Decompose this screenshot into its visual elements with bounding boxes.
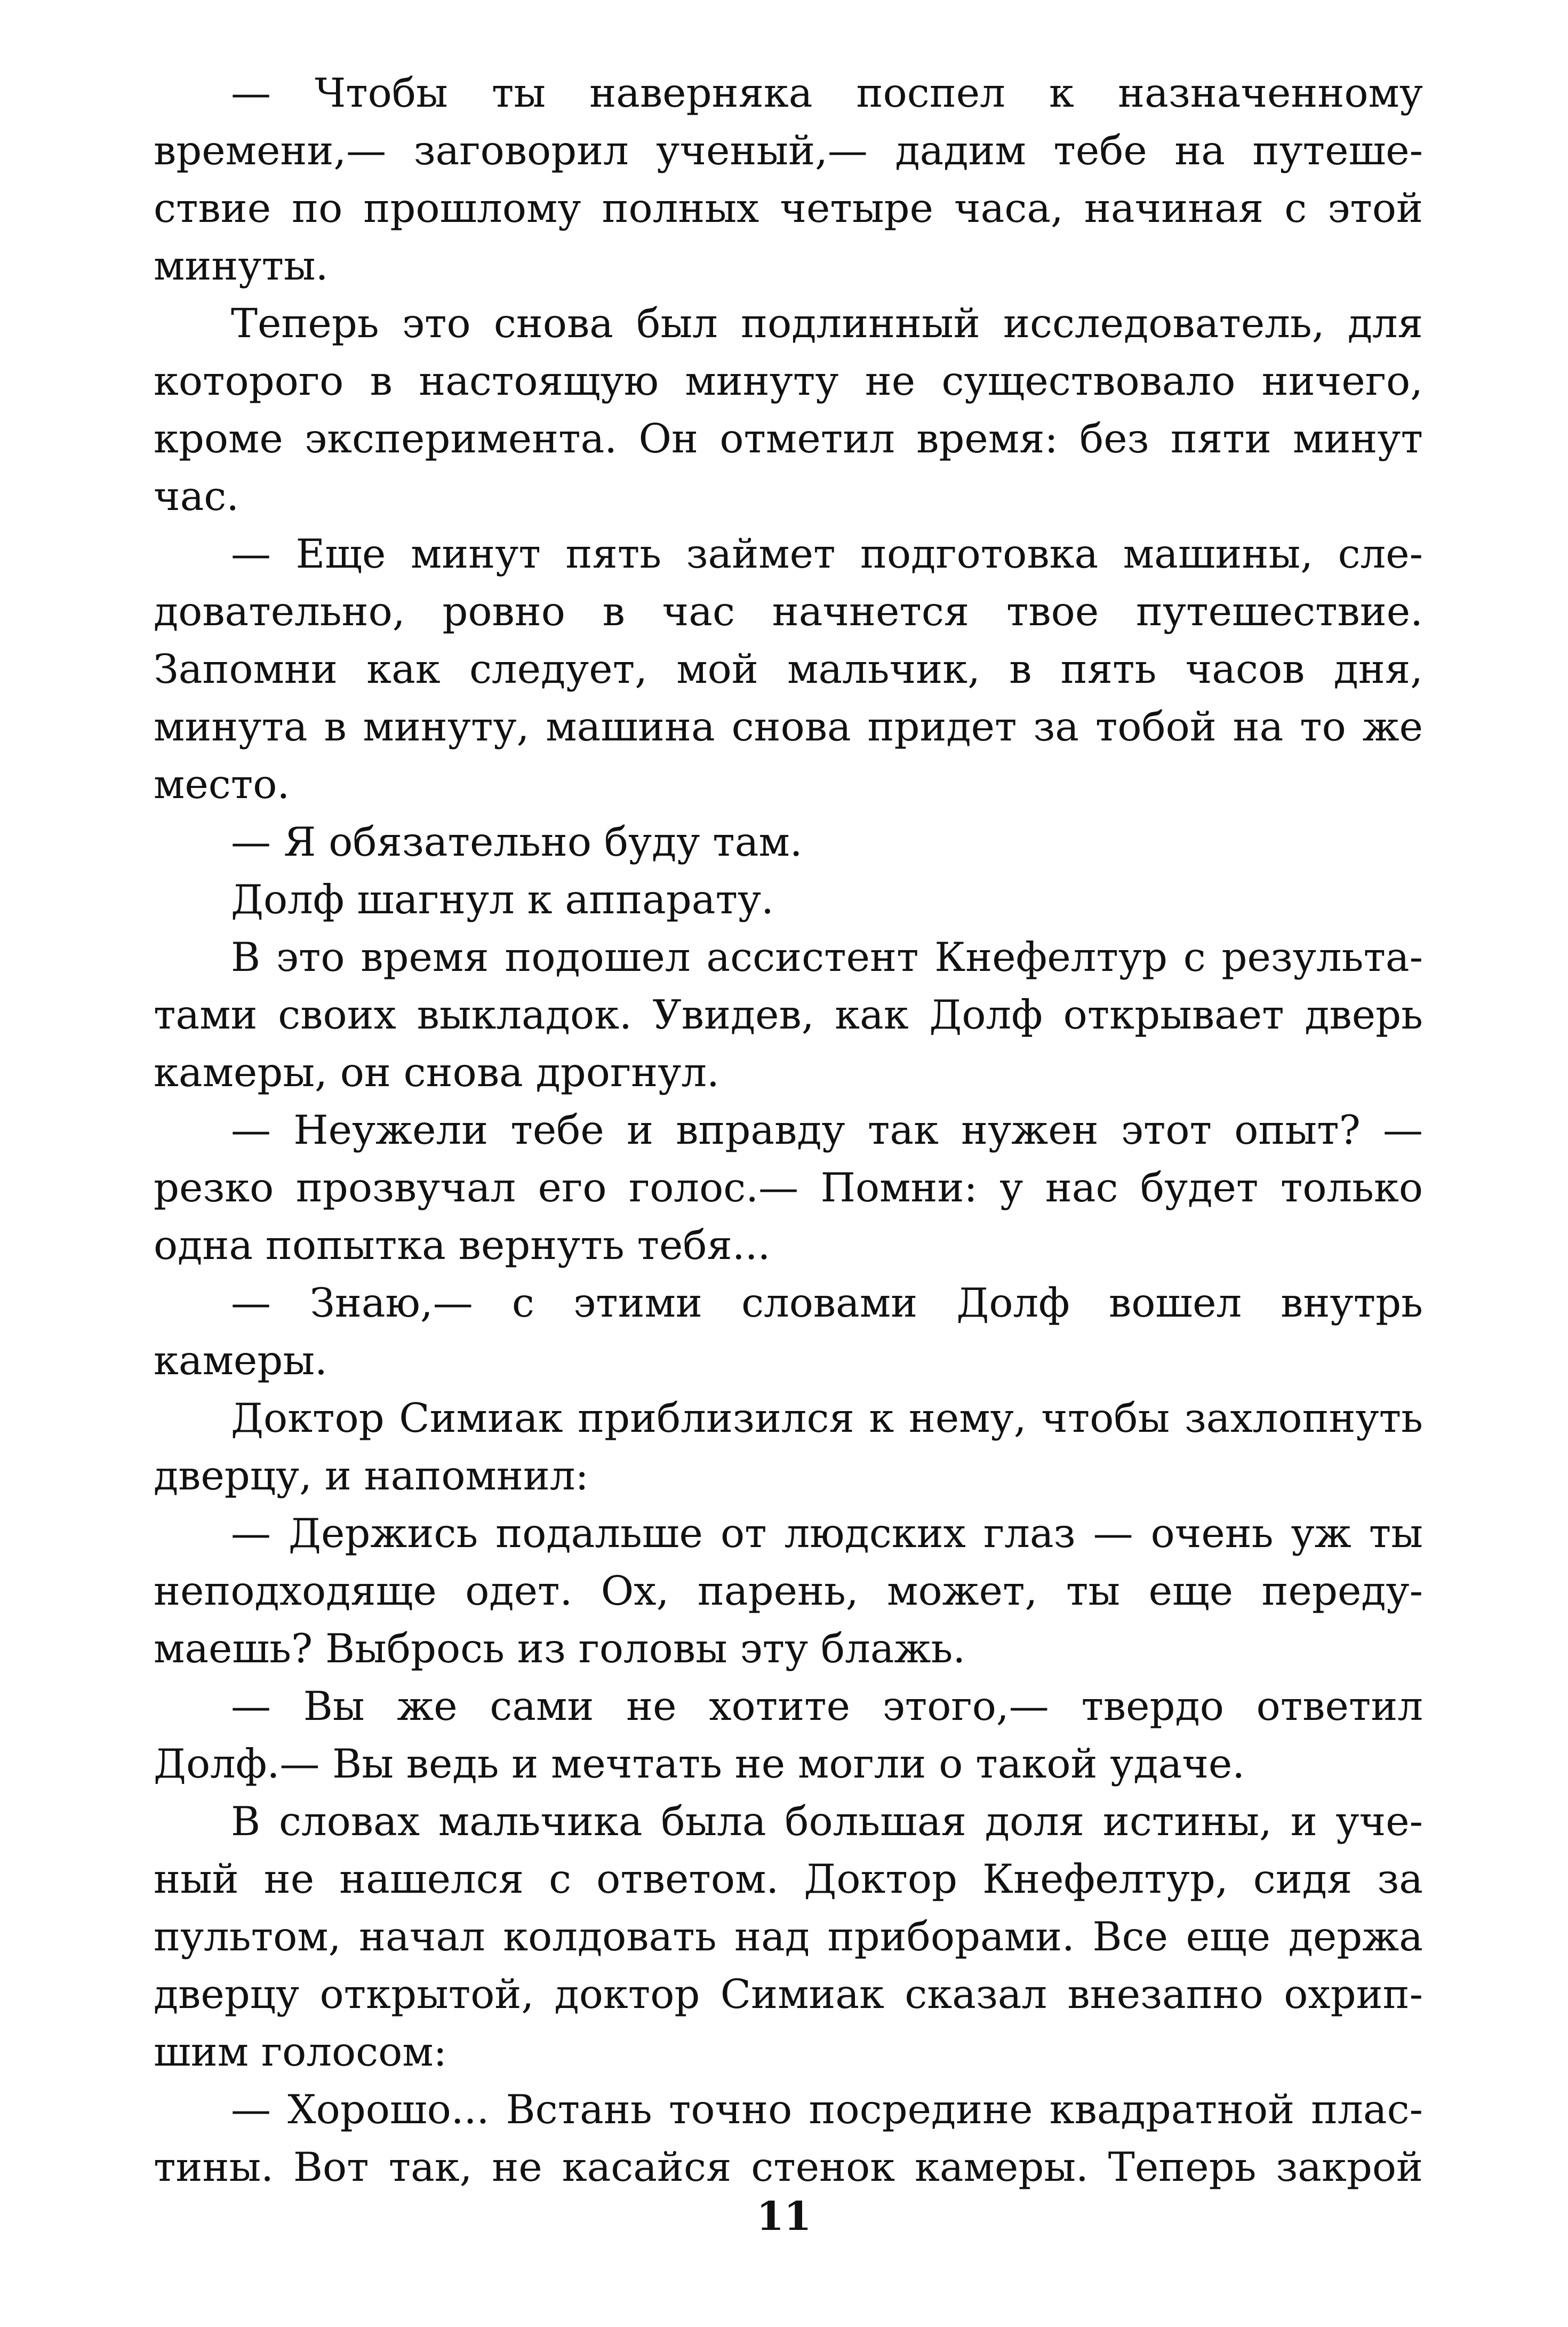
text-line: ный не нашелся с ответом. Доктор Кнефелтур, сидя за	[154, 1855, 1423, 1902]
text-line: — Знаю,— с этими словами Долф вошел внутрь	[231, 1279, 1423, 1326]
text-line: одна попытка вернуть тебя...	[154, 1222, 771, 1269]
text-line: камеры.	[154, 1337, 327, 1384]
text-line: Доктор Симиак приблизился к нему, чтобы захлопнуть	[231, 1394, 1423, 1441]
text-line: пультом, начал колдовать над приборами. Все еще держа	[154, 1913, 1423, 1960]
text-line: которого в настоящую минуту не существовало ничего,	[154, 357, 1423, 404]
text-line: — Чтобы ты наверняка поспел к назначенному	[231, 69, 1423, 116]
text-line: тами своих выкладок. Увидев, как Долф открывает дверь	[154, 991, 1423, 1038]
text-line: кроме эксперимента. Он отметил время: без пяти минут	[154, 415, 1423, 462]
text-line: дверцу, и напомнил:	[154, 1452, 589, 1499]
text-line: времени,— заговорил ученый,— дадим тебе на путеше-	[154, 127, 1423, 174]
text-line: — Вы же сами не хотите этого,— твердо ответил	[231, 1683, 1423, 1730]
text-line: час.	[154, 473, 239, 520]
text-line: ствие по прошлому полных четыре часа, начиная с этой	[154, 185, 1423, 232]
text-line: — Держись подальше от людских глаз — очень уж ты	[231, 1510, 1423, 1557]
text-line: неподходяще одет. Ох, парень, может, ты еще переду-	[154, 1567, 1423, 1614]
text-line: — Я обязательно буду там.	[231, 818, 803, 865]
text-line: В это время подошел ассистент Кнефелтур с результа-	[231, 934, 1423, 981]
text-line: Теперь это снова был подлинный исследователь, для	[231, 300, 1423, 347]
text-line: В словах мальчика была большая доля истины, и уче-	[231, 1798, 1423, 1845]
page-number: 11	[756, 2194, 812, 2240]
text-line: тины. Вот так, не касайся стенок камеры. Теперь закрой	[154, 2143, 1423, 2190]
page-text-block	[154, 64, 1423, 2196]
text-line: — Неужели тебе и вправду так нужен этот опыт? —	[231, 1106, 1423, 1153]
text-line: шим голосом:	[154, 2028, 447, 2075]
text-line: довательно, ровно в час начнется твое путешествие.	[154, 588, 1423, 635]
text-line: резко прозвучал его голос.— Помни: у нас будет только	[154, 1164, 1423, 1211]
text-line: — Еще минут пять займет подготовка машины, сле-	[231, 530, 1423, 577]
text-line: минута в минуту, машина снова придет за тобой на то же	[154, 703, 1423, 750]
text-line: место.	[154, 761, 290, 808]
text-line: маешь? Выбрось из головы эту блажь.	[154, 1625, 966, 1672]
text-line: камеры, он снова дрогнул.	[154, 1049, 719, 1096]
text-line: Долф.— Вы ведь и мечтать не могли о такой удаче.	[154, 1740, 1245, 1787]
text-line: — Хорошо... Встань точно посредине квадратной плас-	[231, 2086, 1423, 2133]
text-line: дверцу открытой, доктор Симиак сказал внезапно охрип-	[154, 1971, 1423, 2018]
text-line: минуты.	[154, 242, 329, 289]
text-line: Запомни как следует, мой мальчик, в пять часов дня,	[154, 645, 1423, 692]
text-line: Долф шагнул к аппарату.	[231, 876, 774, 923]
